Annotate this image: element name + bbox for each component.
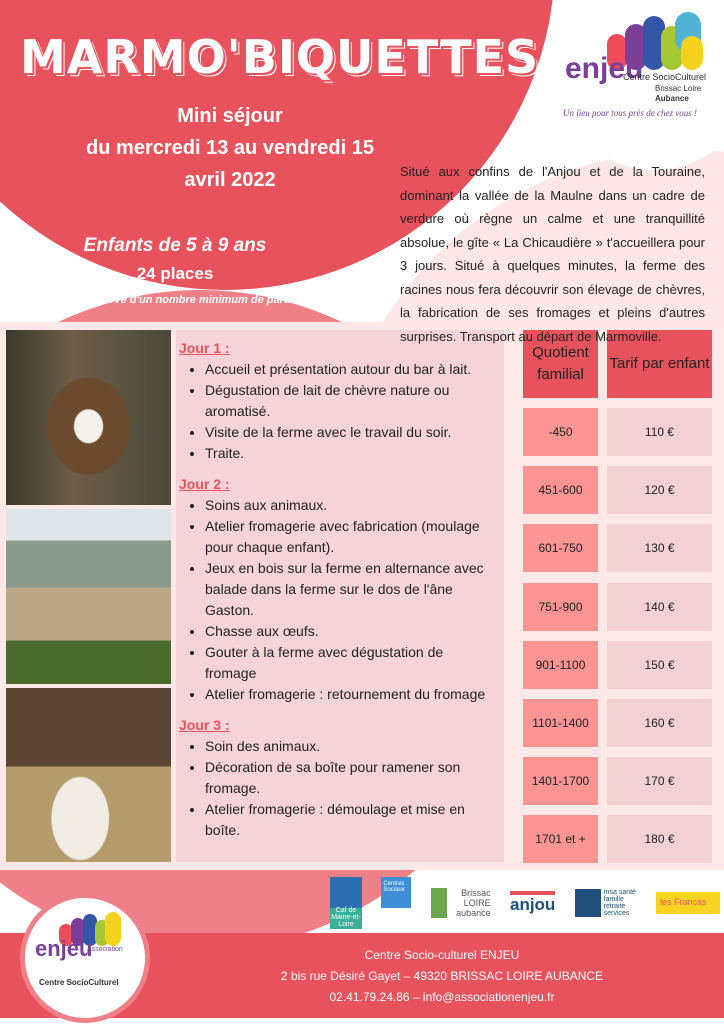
day-list bbox=[179, 495, 494, 705]
day-heading: Jour 2 : bbox=[179, 476, 230, 492]
tarif-cell: 180 € bbox=[607, 815, 712, 863]
tarif-cell: 110 € bbox=[607, 408, 712, 456]
audience-info bbox=[0, 232, 350, 306]
msa-logo: msa santé famille retraite services bbox=[575, 889, 637, 917]
list-item: • Atelier fromagerie : retournement du fromage bbox=[205, 684, 494, 705]
goat-photo bbox=[6, 330, 171, 505]
tarif-cell: 130 € bbox=[607, 524, 712, 572]
footer-logo-wordmark: enjeu bbox=[35, 936, 93, 961]
list-item: • Gouter à la ferme avec dégustation de fromage bbox=[205, 642, 494, 684]
list-item: • Traite. bbox=[205, 443, 494, 464]
subtitle-line: du mercredi 13 au vendredi 15 bbox=[86, 137, 374, 159]
farm-photo bbox=[6, 509, 171, 684]
quotient-cell: 601-750 bbox=[523, 524, 598, 572]
quotient-cell: 1701 et + bbox=[523, 815, 598, 863]
list-item: • Accueil et présentation autour du bar à lait. bbox=[205, 359, 494, 380]
tarif-cell: 160 € bbox=[607, 699, 712, 747]
ages: Enfants de 5 à 9 ans bbox=[83, 235, 267, 256]
list-item: • Dégustation de lait de chèvre nature ou aromatisé. bbox=[205, 380, 494, 422]
quotient-cell: 751-900 bbox=[523, 583, 598, 631]
tarif-cell: 140 € bbox=[607, 583, 712, 631]
francas-logo: les Francas bbox=[656, 892, 720, 914]
list-item: • Jeux en bois sur la ferme en alternance avec balade dans la ferme sur le dos de l'âne Gaston. bbox=[205, 558, 494, 621]
logo-line: Aubance bbox=[655, 94, 689, 103]
quotient-cell: 1401-1700 bbox=[523, 757, 598, 805]
enjeu-logo bbox=[565, 12, 715, 122]
tarif-cell: 170 € bbox=[607, 757, 712, 805]
list-item: • Soin des animaux. bbox=[205, 736, 494, 757]
description: Situé aux confins de l'Anjou et de la Touraine, dominant la vallée de la Maulne dans un cadre de verdure où règne un calme et une tranquillité absolue, le gîte « La Chicaudière » t'accueillera pour 3 jours. Situé à quelques minutes, la ferme des racines nous fera découvrir son élevage de chèvres, la fabrication de ses fromages et pleins d'autres surprises. Transport au départ de Marmoville. bbox=[400, 164, 705, 344]
footer-name: Centre Socio-culturel ENJEU bbox=[364, 948, 520, 962]
tarif-cell: 120 € bbox=[607, 466, 712, 514]
list-item: • Soins aux animaux. bbox=[205, 495, 494, 516]
subtitle bbox=[60, 100, 400, 196]
day-list bbox=[179, 359, 494, 464]
day-heading: Jour 3 : bbox=[179, 717, 230, 733]
list-item: • Chasse aux œufs. bbox=[205, 621, 494, 642]
brissac-logo: Brissac LOIRE aubance bbox=[431, 888, 491, 918]
footer-logo-sub: Association bbox=[87, 946, 123, 953]
list-item: • Visite de la ferme avec le travail du soir. bbox=[205, 422, 494, 443]
partner-logos bbox=[330, 875, 720, 930]
subtitle-line: avril 2022 bbox=[184, 169, 276, 191]
footer-logo bbox=[20, 893, 150, 1023]
caf-logo: Caf de Maine-et-Loire bbox=[330, 877, 362, 929]
logo-line: Centre SocioCulturel bbox=[623, 72, 707, 82]
logo-line: Brissac Loire bbox=[655, 84, 702, 93]
quotient-cell: 901-1100 bbox=[523, 641, 598, 689]
quotient-cell: -450 bbox=[523, 408, 598, 456]
logo-tagline: Un lieu pour tous près de chez vous ! bbox=[563, 108, 697, 118]
tarif-cell: 150 € bbox=[607, 641, 712, 689]
list-item: • Atelier fromagerie avec fabrication (moulage pour chaque enfant). bbox=[205, 516, 494, 558]
footer-address: 2 bis rue Désiré Gayet – 49320 BRISSAC LOIRE AUBANCE bbox=[280, 969, 604, 983]
subtitle-line: Mini séjour bbox=[177, 105, 283, 127]
anjou-logo: anjou bbox=[510, 891, 555, 915]
departure-note: Départ sous réserve d'un nombre minimum de participants bbox=[20, 294, 330, 306]
footer-logo-caption: Centre SocioCulturel bbox=[39, 978, 119, 987]
quotient-cell: 1101-1400 bbox=[523, 699, 598, 747]
list-item: • Atelier fromagerie : démoulage et mise en boîte. bbox=[205, 799, 494, 841]
quotient-cell: 451-600 bbox=[523, 466, 598, 514]
header-tarif: Tarif par enfant bbox=[607, 330, 712, 398]
day-heading: Jour 1 : bbox=[179, 340, 230, 356]
header-quotient: Quotient familial bbox=[523, 330, 598, 398]
list-item: • Décoration de sa boîte pour ramener son fromage. bbox=[205, 757, 494, 799]
footer-contact[interactable]: 02.41.79.24.86 – info@associationenjeu.fr bbox=[329, 990, 555, 1004]
cheese-photo bbox=[6, 688, 171, 862]
page-title: MARMO'BIQUETTES bbox=[20, 30, 540, 84]
places: 24 places bbox=[136, 264, 214, 283]
centres-sociaux-logo: Centres Sociaux bbox=[381, 877, 411, 929]
program bbox=[176, 330, 504, 862]
day-list bbox=[179, 736, 494, 841]
logo-wordmark: enjeu bbox=[565, 52, 644, 85]
